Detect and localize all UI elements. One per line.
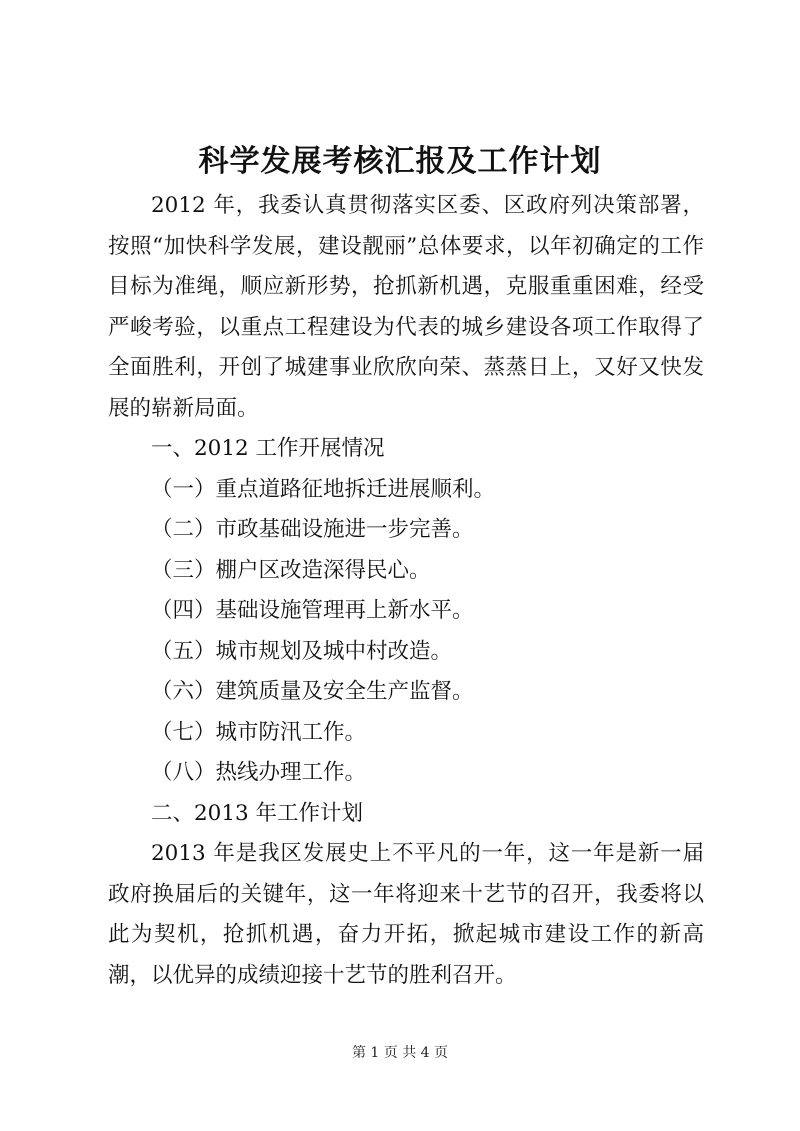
- section1-heading: 一、2012 工作开展情况: [151, 436, 385, 461]
- section2-paragraph: 2013 年是我区发展史上不平凡的一年，这一年是新一届政府换届后的关键年，这一年将迎来十艺节的召开，我委将以此为契机，抢抓机遇，奋力开拓，掀起城市建设工作的新高潮，以优异的成绩迎接十艺节的胜利召开。: [108, 841, 704, 988]
- page-footer: 第 1 页 共 4 页: [351, 1045, 449, 1061]
- section2-heading: 二、2013 年工作计划: [151, 800, 364, 826]
- section1-item-2: （二）市政基础设施进一步完善。: [151, 517, 474, 542]
- section1-item-3: （三）棚户区改造深得民心。: [151, 557, 431, 583]
- document-title: 科学发展考核汇报及工作计划: [198, 144, 602, 179]
- section1-item-5: （五）城市规划及城中村改造。: [151, 638, 453, 664]
- intro-paragraph: 2012 年，我委认真贯彻落实区委、区政府列决策部署，按照“加快科学发展，建设靓丽”总体要求，以年初确定的工作目标为准绳，顺应新形势，抢抓新机遇，克服重重困难，经受严峻考验，以重点工程建设为代表的城乡建设各项工作取得了全面胜利，开创了城建事业欣欣向荣、蒸蒸日上，又好又快发展的崭新局面。: [108, 193, 704, 421]
- section1-item-7: （七）城市防汛工作。: [151, 719, 367, 745]
- section1-item-6: （六）建筑质量及安全生产监督。: [151, 679, 474, 704]
- document-body: [108, 186, 704, 996]
- section1-item-4: （四）基础设施管理再上新水平。: [151, 598, 474, 623]
- section1-item-8: （八）热线办理工作。: [151, 760, 367, 785]
- section1-item-1: （一）重点道路征地拆迁进展顺利。: [151, 476, 496, 502]
